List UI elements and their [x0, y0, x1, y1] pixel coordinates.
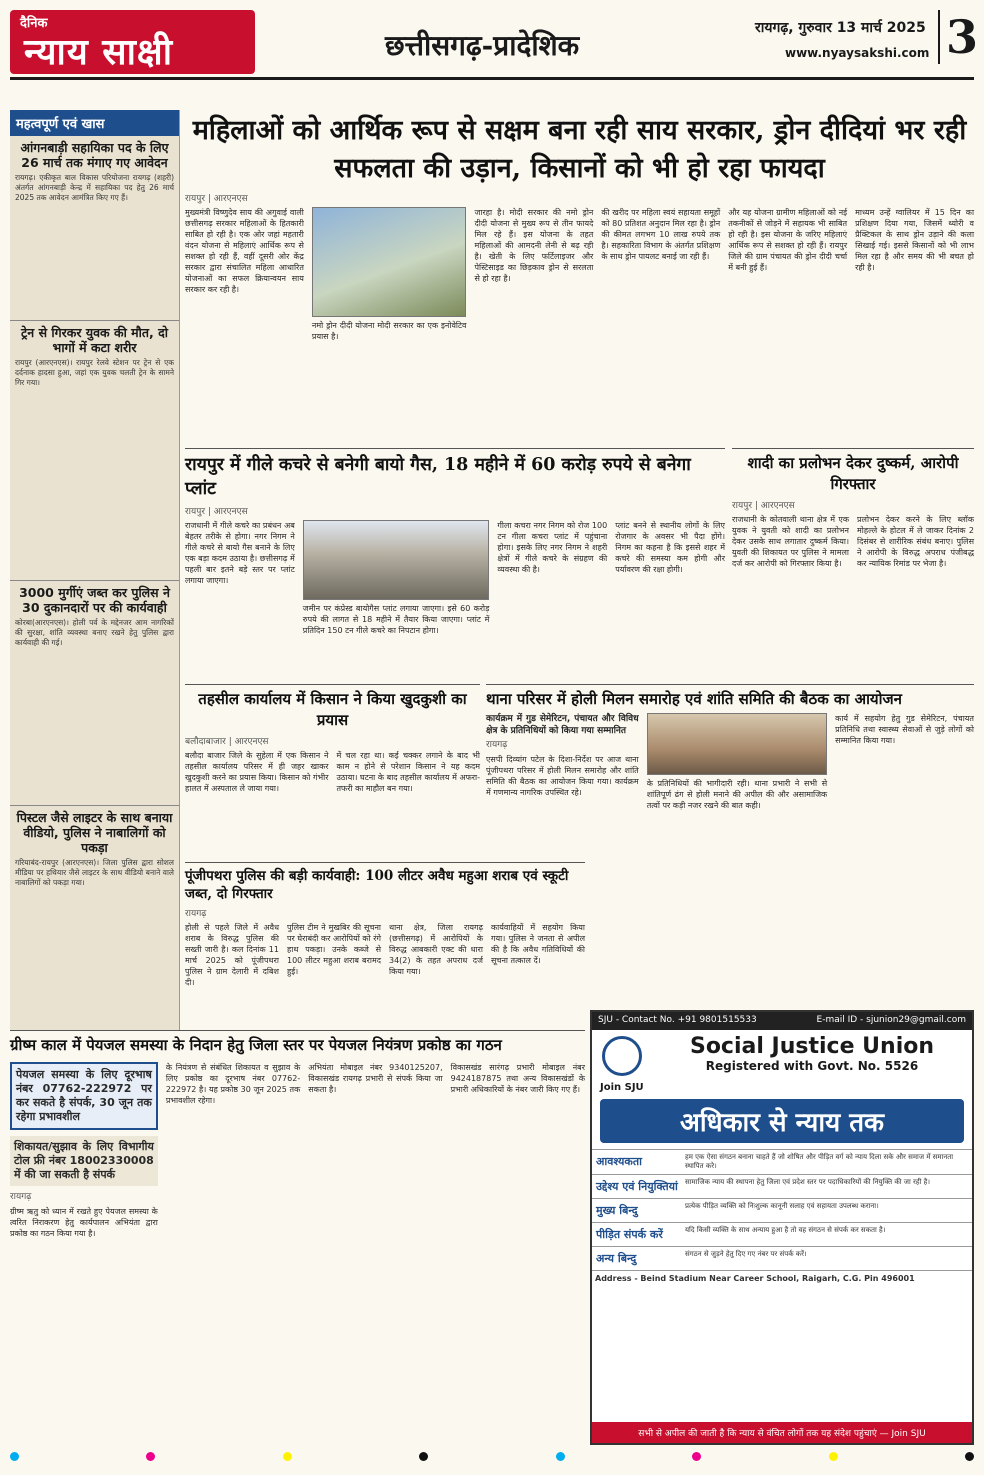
ad-row-text: सामाजिक न्याय की स्थापना हेतु जिला एवं प्रदेश स्तर पर पदाधिकारियों की नियुक्ति की जा रही है।	[685, 1178, 930, 1186]
ad-row	[592, 1174, 972, 1198]
ad-row-text: यदि किसी व्यक्ति के साथ अन्याय हुआ है तो वह संगठन से संपर्क कर सकता है।	[685, 1226, 886, 1234]
black-dot	[419, 1452, 428, 1461]
water-col: अभियंता मोबाइल नंबर 9340125207, विकासखंड रायगढ़ प्रभारी से संपर्क किया जा सकता है।	[308, 1063, 443, 1094]
biogas-headline: रायपुर में गीले कचरे से बनेगी बायो गैस, 18 महीने में 60 करोड़ रुपये से बनेगा प्लांट	[185, 455, 691, 499]
sidebar-heading: महत्वपूर्ण एवं खास	[10, 110, 179, 136]
tehsil-body	[185, 750, 480, 794]
sidebar-story[interactable]	[10, 581, 179, 806]
ad-registration: Registered with Govt. No. 5526	[705, 1059, 919, 1073]
lead-photo-col	[312, 207, 467, 342]
black-dot	[965, 1452, 974, 1461]
water-byline: रायगढ़	[10, 1192, 32, 1202]
sidebar-story[interactable]	[10, 136, 179, 321]
registration-dots	[10, 1452, 974, 1461]
helpline-text: पेयजल समस्या के लिए दूरभाष नंबर 07762-222972 पर कर सकते है संपर्क, 30 जून तक रहेगा प्रभावशील	[16, 1068, 152, 1123]
sidebar-story-title: 3000 मुर्गीएं जब्त कर पुलिस ने 30 दुकानदारों पर की कार्यवाही	[19, 585, 170, 615]
holi-subhead: कार्यक्रम में गुड सेमेरिटन, पंचायत और विविध क्षेत्र के प्रतिनिधियों को किया गया सम्मानित	[486, 714, 639, 736]
lead-col: जारहा है। मोदी सरकार की नमो ड्रोन दीदी योजना से मुख्य रूप से तीन फायदे मिल रहे हैं। इस योजना के तहत महिलाओं की आमदनी लेनी से बढ़ रही है। खेती के लिए फर्टिलाइजर और पेस्टिसाइड का छिड़काव ड्रोन से सरलता से हो रहा है।	[474, 208, 594, 283]
sidebar-story-title: पिस्टल जैसे लाइटर के साथ बनाया वीडियो, पुलिस ने नाबालिगों को पकड़ा	[16, 810, 173, 855]
lead-col: की खरीद पर महिला स्वयं सहायता समूहों को 80 प्रतिशत अनुदान मिल रहा है। ड्रोन की कीमत लगभग 10 लाख रुपये तक है। सहकारिता विभाग के अंतर्गत प्रशिक्षण के साथ ड्रोन पायलट बनाई जा रही हैं।	[601, 208, 721, 261]
ad-row-label: अन्य बिन्दु	[596, 1252, 637, 1265]
marriage-headline: शादी का प्रलोभन देकर दुष्कर्म, आरोपी गिरफ्तार	[747, 454, 959, 493]
water-article[interactable]	[10, 1030, 585, 1445]
liquor-col: होली से पहले जिले में अवैध शराब के विरुद्ध पुलिस की सख्ती जारी है। कल दिनांक 11 मार्च 2025 को पूंजीपथरा पुलिस ने ग्राम देलारी में दबिश दी।	[185, 923, 279, 987]
website-link[interactable]: www.nyaysakshi.com	[785, 46, 930, 60]
holi-article[interactable]	[486, 684, 974, 854]
daily-label: दैनिक	[20, 16, 48, 31]
sidebar-story-body: रायपुर (आरएनएस)। रायपुर रेलवे स्टेशन पर ट्रेन से एक दर्दनाक हादसा हुआ, जहां एक युवक चलती ट्रेन के सामने गिर गया।	[15, 358, 174, 387]
sidebar-story-title: आंगनबाड़ी सहायिका पद के लिए 26 मार्च तक मंगाए गए आवेदन	[20, 140, 169, 170]
cyan-dot	[556, 1452, 565, 1461]
section-title: छत्तीसगढ़-प्रादेशिक	[385, 29, 580, 62]
ad-row-label: उद्देश्य एवं नियुक्तियां	[596, 1180, 678, 1193]
water-col: ग्रीष्म ऋतु को ध्यान में रखते हुए पेयजल समस्या के त्वरित निराकरण हेतु कार्यपालन अभियंता द्वारा प्रकोष्ठ का गठन किया गया है।	[10, 1207, 158, 1238]
yellow-dot	[829, 1452, 838, 1461]
page-number: 3	[938, 10, 978, 64]
tehsil-col: में चल रहा था। कई चक्कर लगाने के बाद भी काम न होने से परेशान किसान ने यह कदम उठाया। घटना के बाद तहसील कार्यालय में अफरा-तफरी का माहौल बन गया।	[336, 751, 480, 793]
biogas-col: प्लांट बनने से स्थानीय लोगों के लिए रोजगार के अवसर भी पैदा होंगे। निगम का कहना है कि इससे शहर में कचरे की समस्या कम होगी और पर्यावरण की रक्षा होगी।	[615, 521, 725, 574]
tollfree-text: शिकायत/सुझाव के लिए विभागीय टोल फ्री नंबर 18002330008 में की जा सकती है संपर्क	[14, 1140, 154, 1181]
ad-row-text: संगठन से जुड़ने हेतु दिए गए नंबर पर संपर्क करें।	[685, 1250, 807, 1258]
holi-body	[486, 713, 974, 811]
marriage-article[interactable]	[732, 448, 974, 676]
ad-row	[592, 1149, 972, 1174]
water-box-col	[10, 1062, 158, 1239]
ad-email: E-mail ID - sjunion29@gmail.com	[816, 1015, 966, 1025]
ad-contact: SJU - Contact No. +91 9801515533	[598, 1015, 757, 1025]
sidebar-story[interactable]	[10, 321, 179, 581]
liquor-col: कार्यवाहियों में सहयोग किया गया। पुलिस ने जनता से अपील की है कि अवैध गतिविधियों की सूचना तत्काल दें।	[491, 923, 585, 965]
liquor-col: थाना क्षेत्र, जिला रायगढ़ (छत्तीसगढ़) में आरोपियों के विरुद्ध आबकारी एक्ट की धारा 34(2) के तहत अपराध दर्ज किया गया।	[389, 923, 483, 976]
liquor-body	[185, 922, 585, 988]
yellow-dot	[283, 1452, 292, 1461]
biogas-plant-photo	[303, 520, 490, 600]
sidebar-story-body: कोरबा(आरएनएस)। होली पर्व के मद्देनजर आम नागरिकों की सुरक्षा, शांति व्यवस्था बनाए रखने हेतु पुलिस द्वारा कार्यवाही की गई।	[15, 618, 174, 647]
biogas-col: गीला कचरा नगर निगम को रोज 100 टन गीला कचरा प्लांट में पहुंचाना होगा। इसके लिए नगर निगम ने शहरी क्षेत्रों में गीले कचरे के संग्रहण की व्यवस्था की है।	[497, 521, 608, 574]
ad-footer: सभी से अपील की जाती है कि न्याय से वंचित लोगों तक यह संदेश पहुंचाएं — Join SJU	[592, 1422, 972, 1443]
holi-col: कार्य में सहयोग हेतु गुड सेमेरिटन, पंचायत प्रतिनिधि तथा स्वास्थ्य सेवाओं से जुड़े लोगों को सम्मानित किया गया।	[835, 714, 974, 745]
holi-col: के प्रतिनिधियों की भागीदारी रही। थाना प्रभारी ने सभी से शांतिपूर्ण ढंग से होली मनाने की अपील की और असामाजिक तत्वों पर कड़ी नजर रखने की बात कही।	[646, 779, 828, 810]
paper-name: न्याय साक्षी	[24, 31, 174, 73]
magenta-dot	[692, 1452, 701, 1461]
ad-address-row	[592, 1270, 972, 1286]
tehsil-byline: बलौदाबाजार | आरएनएस	[185, 737, 269, 747]
liquor-col: पुलिस टीम ने मुखबिर की सूचना पर घेराबंदी कर आरोपियों को रंगे हाथ पकड़ा। उनके कब्जे से 100 लीटर महुआ शराब बरामद हुई।	[287, 923, 381, 976]
cyan-dot	[10, 1452, 19, 1461]
liquor-article[interactable]	[185, 862, 585, 1024]
ad-row-label: पीड़ित संपर्क करें	[596, 1228, 663, 1241]
liquor-byline: रायगढ़	[185, 909, 207, 919]
ad-row-text: प्रत्येक पीड़ित व्यक्ति को निःशुल्क कानूनी सलाह एवं सहायता उपलब्ध कराना।	[685, 1202, 879, 1210]
water-headline: ग्रीष्म काल में पेयजल समस्या के निदान हेतु जिला स्तर पर पेयजल नियंत्रण प्रकोष्ठ का गठन	[10, 1036, 502, 1054]
biogas-photo-col	[303, 520, 490, 636]
ad-contact-bar	[592, 1012, 972, 1030]
marriage-byline: रायपुर | आरएनएस	[732, 501, 795, 511]
ad-address: Address - Beind Stadium Near Career School, Raigarh, C.G. Pin 496001	[595, 1274, 915, 1283]
liquor-headline: पूंजीपथरा पुलिस की बड़ी कार्यवाही: 100 लीटर अवैध महुआ शराब एवं स्कूटी जब्त, दो गिरफ्तार	[185, 868, 569, 902]
lead-headline: महिलाओं को आर्थिक रूप से सक्षम बना रही साय सरकार, ड्रोन दीदियां भर रही सफलता की उड़ान, किसानों को भी हो रहा फायदा	[192, 115, 967, 184]
tehsil-col: बलौदा बाजार जिले के सुहेला में एक किसान ने तहसील कार्यालय परिसर में ही जहर खाकर खुदकुशी करने का प्रयास किया। किसान को गंभीर हालत में अस्पताल ले जाया गया।	[185, 751, 329, 793]
helpline-box	[10, 1062, 158, 1130]
newspaper-logo[interactable]	[10, 10, 255, 74]
lead-col: मुख्यमंत्री विष्णुदेव साय की अगुवाई वाली छत्तीसगढ़ सरकार महिलाओं के हितकारी साबित हो रही है। एक ओर जहां महतारी वंदन योजना से महिलाएं आर्थिक रूप से सशक्त हो रही हैं, वहीं दूसरी ओर केंद्र सरकार द्वारा संचालित महिला आधारित योजनाओं का सफल क्रियान्वयन साय सरकार कर रही है।	[185, 208, 304, 294]
holi-byline: रायगढ़	[486, 740, 508, 750]
sidebar-story-body: रायगढ़। एकीकृत बाल विकास परियोजना रायगढ़ (शहरी) अंतर्गत आंगनबाड़ी केन्द्र में सहायिका पद हेतु 26 मार्च 2025 तक आवेदन आमंत्रित किए गए हैं।	[15, 173, 174, 202]
lead-photo-caption: नमो ड्रोन दीदी योजना मोदी सरकार का एक इनोवेटिव प्रयास है।	[311, 321, 467, 341]
tehsil-headline: तहसील कार्यालय में किसान ने किया खुदकुशी का प्रयास	[198, 690, 467, 729]
dateline: रायगढ़, गुरुवार 13 मार्च 2025	[755, 20, 926, 36]
water-body	[10, 1062, 585, 1239]
ad-org-name: Social Justice Union	[689, 1034, 935, 1059]
sju-seal-icon	[602, 1036, 642, 1076]
lead-col: माध्यम उन्हें ग्वालियर में 15 दिन का प्रशिक्षण दिया गया, जिसमें थ्योरी व प्रैक्टिकल के साथ ड्रोन उड़ाने की कला सिखाई गई। इससे किसानों को भी लाभ मिल रहा है और समय की भी बचत हो रही है।	[855, 208, 975, 272]
lead-body	[185, 207, 974, 342]
ad-slogan: अधिकार से न्याय तक	[600, 1099, 964, 1143]
drone-photo	[312, 207, 467, 317]
holi-col: एसपी दिव्यांग पटेल के दिशा-निर्देश पर आज थाना पूंजीपथरा परिसर में होली मिलन समारोह और शांति समिति की बैठक का आयोजन किया गया। कार्यक्रम में गणमान्य नागरिक उपस्थित रहे।	[486, 755, 639, 797]
biogas-body	[185, 520, 725, 636]
marriage-col: राजधानी के कोतवाली थाना क्षेत्र में एक युवक ने युवती को शादी का प्रलोभन देकर उसके साथ लगातार दुष्कर्म किया। युवती की शिकायत पर पुलिस ने मामला दर्ज कर आरोपी को गिरफ्तार किया है।	[732, 515, 849, 568]
sidebar-story-body: गरियाबंद-रायपुर (आरएनएस)। जिला पुलिस द्वारा सोशल मीडिया पर हथियार जैसे लाइटर के साथ वीडियो बनाने वाले नाबालिगों को पकड़ा गया।	[15, 858, 174, 887]
water-col: के नियंत्रण से संबंधित शिकायत व सुझाव के लिए प्रकोष्ठ का दूरभाष नंबर 07762-222972 है। यह प्रकोष्ठ 30 जून 2025 तक प्रभावशील रहेगा।	[165, 1063, 301, 1105]
holi-headline: थाना परिसर में होली मिलन समारोह एवं शांति समिति की बैठक का आयोजन	[486, 690, 902, 708]
holi-sub-col	[486, 713, 639, 811]
magenta-dot	[146, 1452, 155, 1461]
biogas-col: जमीन पर कंप्रेस्ड बायोगैस प्लांट लगाया जाएगा। इसे 60 करोड़ रुपये की लागत से 18 महीने में तैयार किया जाएगा। प्लांट में प्रतिदिन 150 टन गीले कचरे का निपटान होगा।	[302, 604, 490, 635]
marriage-col: प्रलोभन देकर करने के लिए ब्लॉक मोहल्ले के होटल में ले जाकर दिनांक 2 दिसंबर से शारीरिक संबंध बनाए। पुलिस ने आरोपी के विरुद्ध अपराध पंजीबद्ध कर न्यायिक रिमांड पर भेजा है।	[857, 515, 974, 568]
ad-row	[592, 1246, 972, 1270]
lead-col: और यह योजना ग्रामीण महिलाओं को नई तकनीकों से जोड़ने में सहायक भी साबित हो रही है। इस योजना के जरिए महिलाएं आर्थिक रूप से सशक्त हो रही हैं। रायपुर जिले की ग्राम पंचायत की ड्रोन दीदी चर्चा में बनी हुई हैं।	[728, 208, 848, 272]
ad-row	[592, 1222, 972, 1246]
ad-row-label: मुख्य बिन्दु	[596, 1204, 638, 1217]
holi-photo-col	[647, 713, 827, 811]
ad-row	[592, 1198, 972, 1222]
sidebar-story-title: ट्रेन से गिरकर युवक की मौत, दो भागों में कटा शरीर	[21, 325, 168, 355]
holi-group-photo	[647, 713, 827, 775]
lead-byline: रायपुर | आरएनएस	[185, 194, 248, 204]
biogas-byline: रायपुर | आरएनएस	[185, 507, 248, 517]
biogas-article[interactable]	[185, 448, 725, 676]
marriage-body	[732, 514, 974, 569]
tehsil-article[interactable]	[185, 684, 480, 854]
water-col: विकासखंड सारंगढ़ प्रभारी मोबाइल नंबर 9424187875 तथा अन्य विकासखंडों के प्रभारी अधिकारियों के नंबर जारी किए गए हैं।	[450, 1063, 585, 1094]
ad-row-label: आवश्यकता	[596, 1155, 642, 1168]
sju-advertisement[interactable]	[590, 1010, 974, 1445]
lead-article[interactable]	[185, 112, 974, 442]
tollfree-box	[10, 1136, 158, 1186]
masthead	[10, 6, 979, 80]
ad-row-text: हम एक ऐसा संगठन बनाना चाहते हैं जो शोषित और पीड़ित वर्ग को न्याय दिला सके और समाज में समानता स्थापित करे।	[685, 1153, 954, 1170]
biogas-col: राजधानी में गीले कचरे का प्रबंधन अब बेहतर तरीके से होगा। नगर निगम ने गीले कचरे से बायो गैस बनाने के लिए एक बड़ा कदम उठाया है। छत्तीसगढ़ में पहली बार इतने बड़े स्तर पर प्लांट लगाया जाएगा।	[185, 521, 295, 585]
ad-join-label: Join SJU	[600, 1082, 644, 1093]
